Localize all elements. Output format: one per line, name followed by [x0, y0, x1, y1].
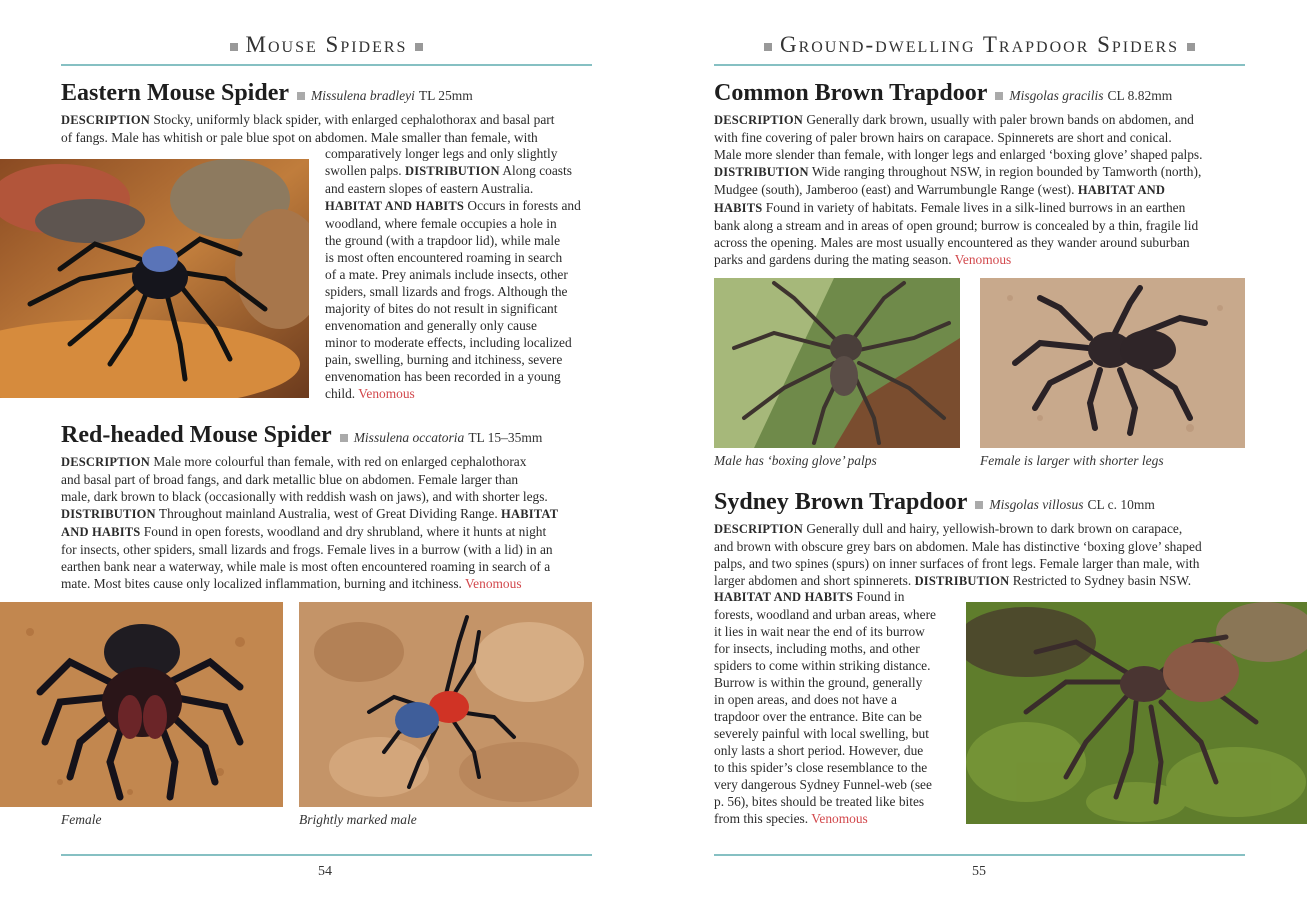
text-line	[325, 162, 581, 180]
venomous-label: Venomous	[811, 811, 868, 826]
species-text-wrap	[714, 588, 936, 827]
text-line	[714, 708, 936, 725]
text-run: Found in variety of habitats. Female lives in a silk-lined burrows in an earthen	[762, 200, 1186, 215]
text-line	[61, 575, 558, 592]
text-line	[61, 523, 558, 541]
venomous-label: Venomous	[954, 252, 1012, 267]
text-run: for insects, including moths, and other	[714, 641, 920, 656]
text-line	[325, 232, 581, 249]
sydney-brown-trapdoor-photo	[966, 602, 1307, 824]
text-run: p. 56), bites should be treated like bites	[714, 794, 925, 809]
male-trapdoor-photo	[714, 278, 960, 448]
text-line	[61, 111, 554, 129]
section-keyword: HABITAT AND HABITS	[325, 199, 465, 213]
page-number: 54	[318, 864, 332, 879]
section-keyword: AND HABITS	[61, 525, 141, 539]
species-text	[61, 111, 554, 146]
text-line	[325, 197, 581, 215]
text-run: trapdoor over the entrance. Bite can be	[714, 709, 922, 724]
text-run: Throughout mainland Australia, west of Great Dividing Range.	[155, 506, 502, 521]
text-run: severely painful with local swelling, but	[714, 726, 929, 741]
text-line	[714, 691, 936, 708]
text-run: woodland, where female occupies a hole in	[325, 216, 557, 231]
photo-caption: Male has ‘boxing glove’ palps	[714, 453, 877, 468]
text-line	[325, 283, 581, 300]
text-run: from this species.	[714, 811, 812, 826]
text-line	[714, 810, 936, 827]
species-title: Red-headed Mouse Spider Missulena occatoria TL 15–35mm	[61, 422, 543, 448]
text-line	[325, 266, 581, 283]
section-keyword: DESCRIPTION	[61, 113, 151, 127]
text-line	[714, 234, 1202, 251]
text-line	[714, 674, 936, 691]
text-line	[714, 759, 936, 776]
photo-caption: Brightly marked male	[299, 812, 417, 827]
text-line	[325, 215, 581, 232]
text-line	[714, 129, 1202, 146]
text-run: Generally dull and hairy, yellowish-brown to dark brown on carapace,	[803, 521, 1183, 536]
male-mouse-spider-photo	[299, 602, 592, 807]
text-line	[714, 606, 936, 623]
text-line	[714, 520, 1202, 538]
text-run: earthen bank near a waterway, while male is most often encountered roaming in search of a	[61, 559, 551, 574]
text-line	[325, 145, 581, 162]
text-line	[61, 488, 558, 505]
text-line	[714, 181, 1202, 199]
text-line	[714, 640, 936, 657]
section-keyword: DISTRIBUTION	[914, 574, 1010, 588]
text-line	[714, 251, 1202, 268]
text-run: and basal part of broad fangs, and dark metallic blue on abdomen. Female larger than	[61, 472, 519, 487]
text-run: parks and gardens during the mating season.	[714, 252, 955, 267]
text-run: for insects, other spiders, small lizards and frogs. Female lives in a burrow (with a lid) in an	[61, 542, 553, 557]
text-run: swollen palps.	[325, 163, 405, 178]
female-trapdoor-photo	[980, 278, 1245, 448]
text-run: spiders to come within striking distance.	[714, 658, 931, 673]
text-line	[325, 351, 581, 368]
text-line	[325, 249, 581, 266]
left-page	[0, 0, 653, 918]
text-run: mate. Most bites cause only localized inflammation, burning and itchiness.	[61, 576, 465, 591]
text-line	[61, 505, 558, 523]
text-line	[325, 317, 581, 334]
text-run: Male more colourful than female, with red on enlarged cephalothorax	[150, 454, 527, 469]
text-run: very dangerous Sydney Funnel-web (see	[714, 777, 932, 792]
text-run: and eastern slopes of eastern Australia.	[325, 181, 534, 196]
header-rule	[61, 64, 592, 66]
section-keyword: DISTRIBUTION	[61, 507, 156, 521]
running-head: Ground-dwelling Trapdoor Spiders	[714, 32, 1245, 58]
text-line	[325, 385, 581, 402]
text-line	[714, 538, 1202, 555]
text-line	[325, 180, 581, 197]
species-title: Sydney Brown Trapdoor Misgolas villosus CL c. 10mm	[714, 489, 1155, 515]
text-run: Found in	[853, 589, 905, 604]
text-line	[61, 453, 558, 471]
section-keyword: HABITS	[714, 201, 763, 215]
text-line	[714, 146, 1202, 163]
photo-caption: Female	[61, 812, 102, 827]
section-keyword: DESCRIPTION	[714, 113, 804, 127]
text-run: Stocky, uniformly black spider, with enlarged cephalothorax and basal part	[150, 112, 555, 127]
text-run: spiders, small lizards and frogs. Although the	[325, 284, 568, 299]
text-run: Found in open forests, woodland and dry shrubland, where it hunts at night	[140, 524, 547, 539]
text-line	[714, 793, 936, 810]
text-run: it lies in wait near the end of its burrow	[714, 624, 925, 639]
text-line	[714, 657, 936, 674]
text-run: bank along a stream and in areas of open ground; burrow is concealed by a thin, fragile lid	[714, 218, 1199, 233]
text-run: is most often encountered roaming in search	[325, 250, 563, 265]
text-run: only lasts a short period. However, due	[714, 743, 924, 758]
text-run: minor to moderate effects, including localized	[325, 335, 572, 350]
running-head: Mouse Spiders	[0, 32, 653, 58]
text-line	[61, 541, 558, 558]
text-run: forests, woodland and urban areas, where	[714, 607, 936, 622]
text-run: of a mate. Prey animals include insects, other	[325, 267, 568, 282]
text-line	[714, 742, 936, 759]
text-run: envenomation has been recorded in a young	[325, 369, 561, 384]
text-line	[714, 111, 1202, 129]
species-text-wrap	[325, 145, 581, 402]
footer-rule	[61, 854, 592, 856]
text-line	[714, 199, 1202, 217]
text-line	[714, 725, 936, 742]
text-run: palps, and two spines (spurs) on inner surfaces of front legs. Female larger than male, with	[714, 556, 1200, 571]
right-page	[653, 0, 1307, 918]
text-run: Restricted to Sydney basin NSW.	[1009, 573, 1192, 588]
page-number: 55	[972, 864, 986, 879]
text-run: to this spider’s close resemblance to the	[714, 760, 928, 775]
text-run: larger abdomen and short spinnerets.	[714, 573, 915, 588]
text-line	[714, 555, 1202, 572]
section-keyword: HABITAT	[501, 507, 559, 521]
text-run: Mudgee (south), Jamberoo (east) and Warrumbungle Range (west).	[714, 182, 1078, 197]
text-run: male, dark brown to black (occasionally with reddish wash on jaws), and with shorter legs.	[61, 489, 548, 504]
text-line	[714, 623, 936, 640]
section-keyword: DISTRIBUTION	[714, 165, 809, 179]
text-run: Wide ranging throughout NSW, in region bounded by Tamworth (north),	[808, 164, 1202, 179]
text-line	[714, 217, 1202, 234]
text-run: and brown with obscure grey bars on abdomen. Male has distinctive ‘boxing glove’ shaped	[714, 539, 1202, 554]
species-title: Eastern Mouse Spider Missulena bradleyi TL 25mm	[61, 80, 473, 106]
text-line	[61, 471, 558, 488]
species-title: Common Brown Trapdoor Misgolas gracilis CL 8.82mm	[714, 80, 1173, 106]
footer-rule	[714, 854, 1245, 856]
text-line	[61, 558, 558, 575]
text-run: majority of bites do not result in significant	[325, 301, 558, 316]
text-run: Male more slender than female, with longer legs and enlarged ‘boxing glove’ shaped palps.	[714, 147, 1203, 162]
section-keyword: DESCRIPTION	[714, 522, 804, 536]
text-run: pain, swelling, burning and itchiness, severe	[325, 352, 563, 367]
venomous-label: Venomous	[358, 386, 415, 401]
species-text	[714, 520, 1202, 590]
female-mouse-spider-photo	[0, 602, 283, 807]
text-line	[61, 129, 554, 146]
text-run: across the opening. Males are most usually encountered as they wander around suburban	[714, 235, 1190, 250]
text-run: comparatively longer legs and only slightly	[325, 146, 558, 161]
text-run: Generally dark brown, usually with paler brown bands on abdomen, and	[803, 112, 1194, 127]
text-line	[714, 163, 1202, 181]
text-run: with fine covering of paler brown hairs on carapace. Spinnerets are short and conical.	[714, 130, 1172, 145]
text-line	[714, 588, 936, 606]
header-rule	[714, 64, 1245, 66]
text-line	[325, 368, 581, 385]
section-keyword: HABITAT AND	[1077, 183, 1166, 197]
venomous-label: Venomous	[465, 576, 522, 591]
text-run: child.	[325, 386, 359, 401]
text-line	[325, 300, 581, 317]
text-run: Burrow is within the ground, generally	[714, 675, 923, 690]
text-line	[325, 334, 581, 351]
section-keyword: DISTRIBUTION	[404, 164, 500, 178]
text-run: Along coasts	[499, 163, 572, 178]
text-run: the ground (with a trapdoor lid), while male	[325, 233, 561, 248]
section-keyword: HABITAT AND HABITS	[714, 590, 854, 604]
species-text	[714, 111, 1202, 268]
section-keyword: DESCRIPTION	[61, 455, 151, 469]
text-run: in open areas, and does not have a	[714, 692, 897, 707]
text-run: envenomation and generally only cause	[325, 318, 537, 333]
text-run: Occurs in forests and	[464, 198, 581, 213]
eastern-mouse-spider-photo	[0, 159, 309, 398]
photo-caption: Female is larger with shorter legs	[980, 453, 1164, 468]
text-line	[714, 776, 936, 793]
species-text	[61, 453, 558, 592]
text-run: of fangs. Male has whitish or pale blue spot on abdomen. Male smaller than female, with	[61, 130, 538, 145]
